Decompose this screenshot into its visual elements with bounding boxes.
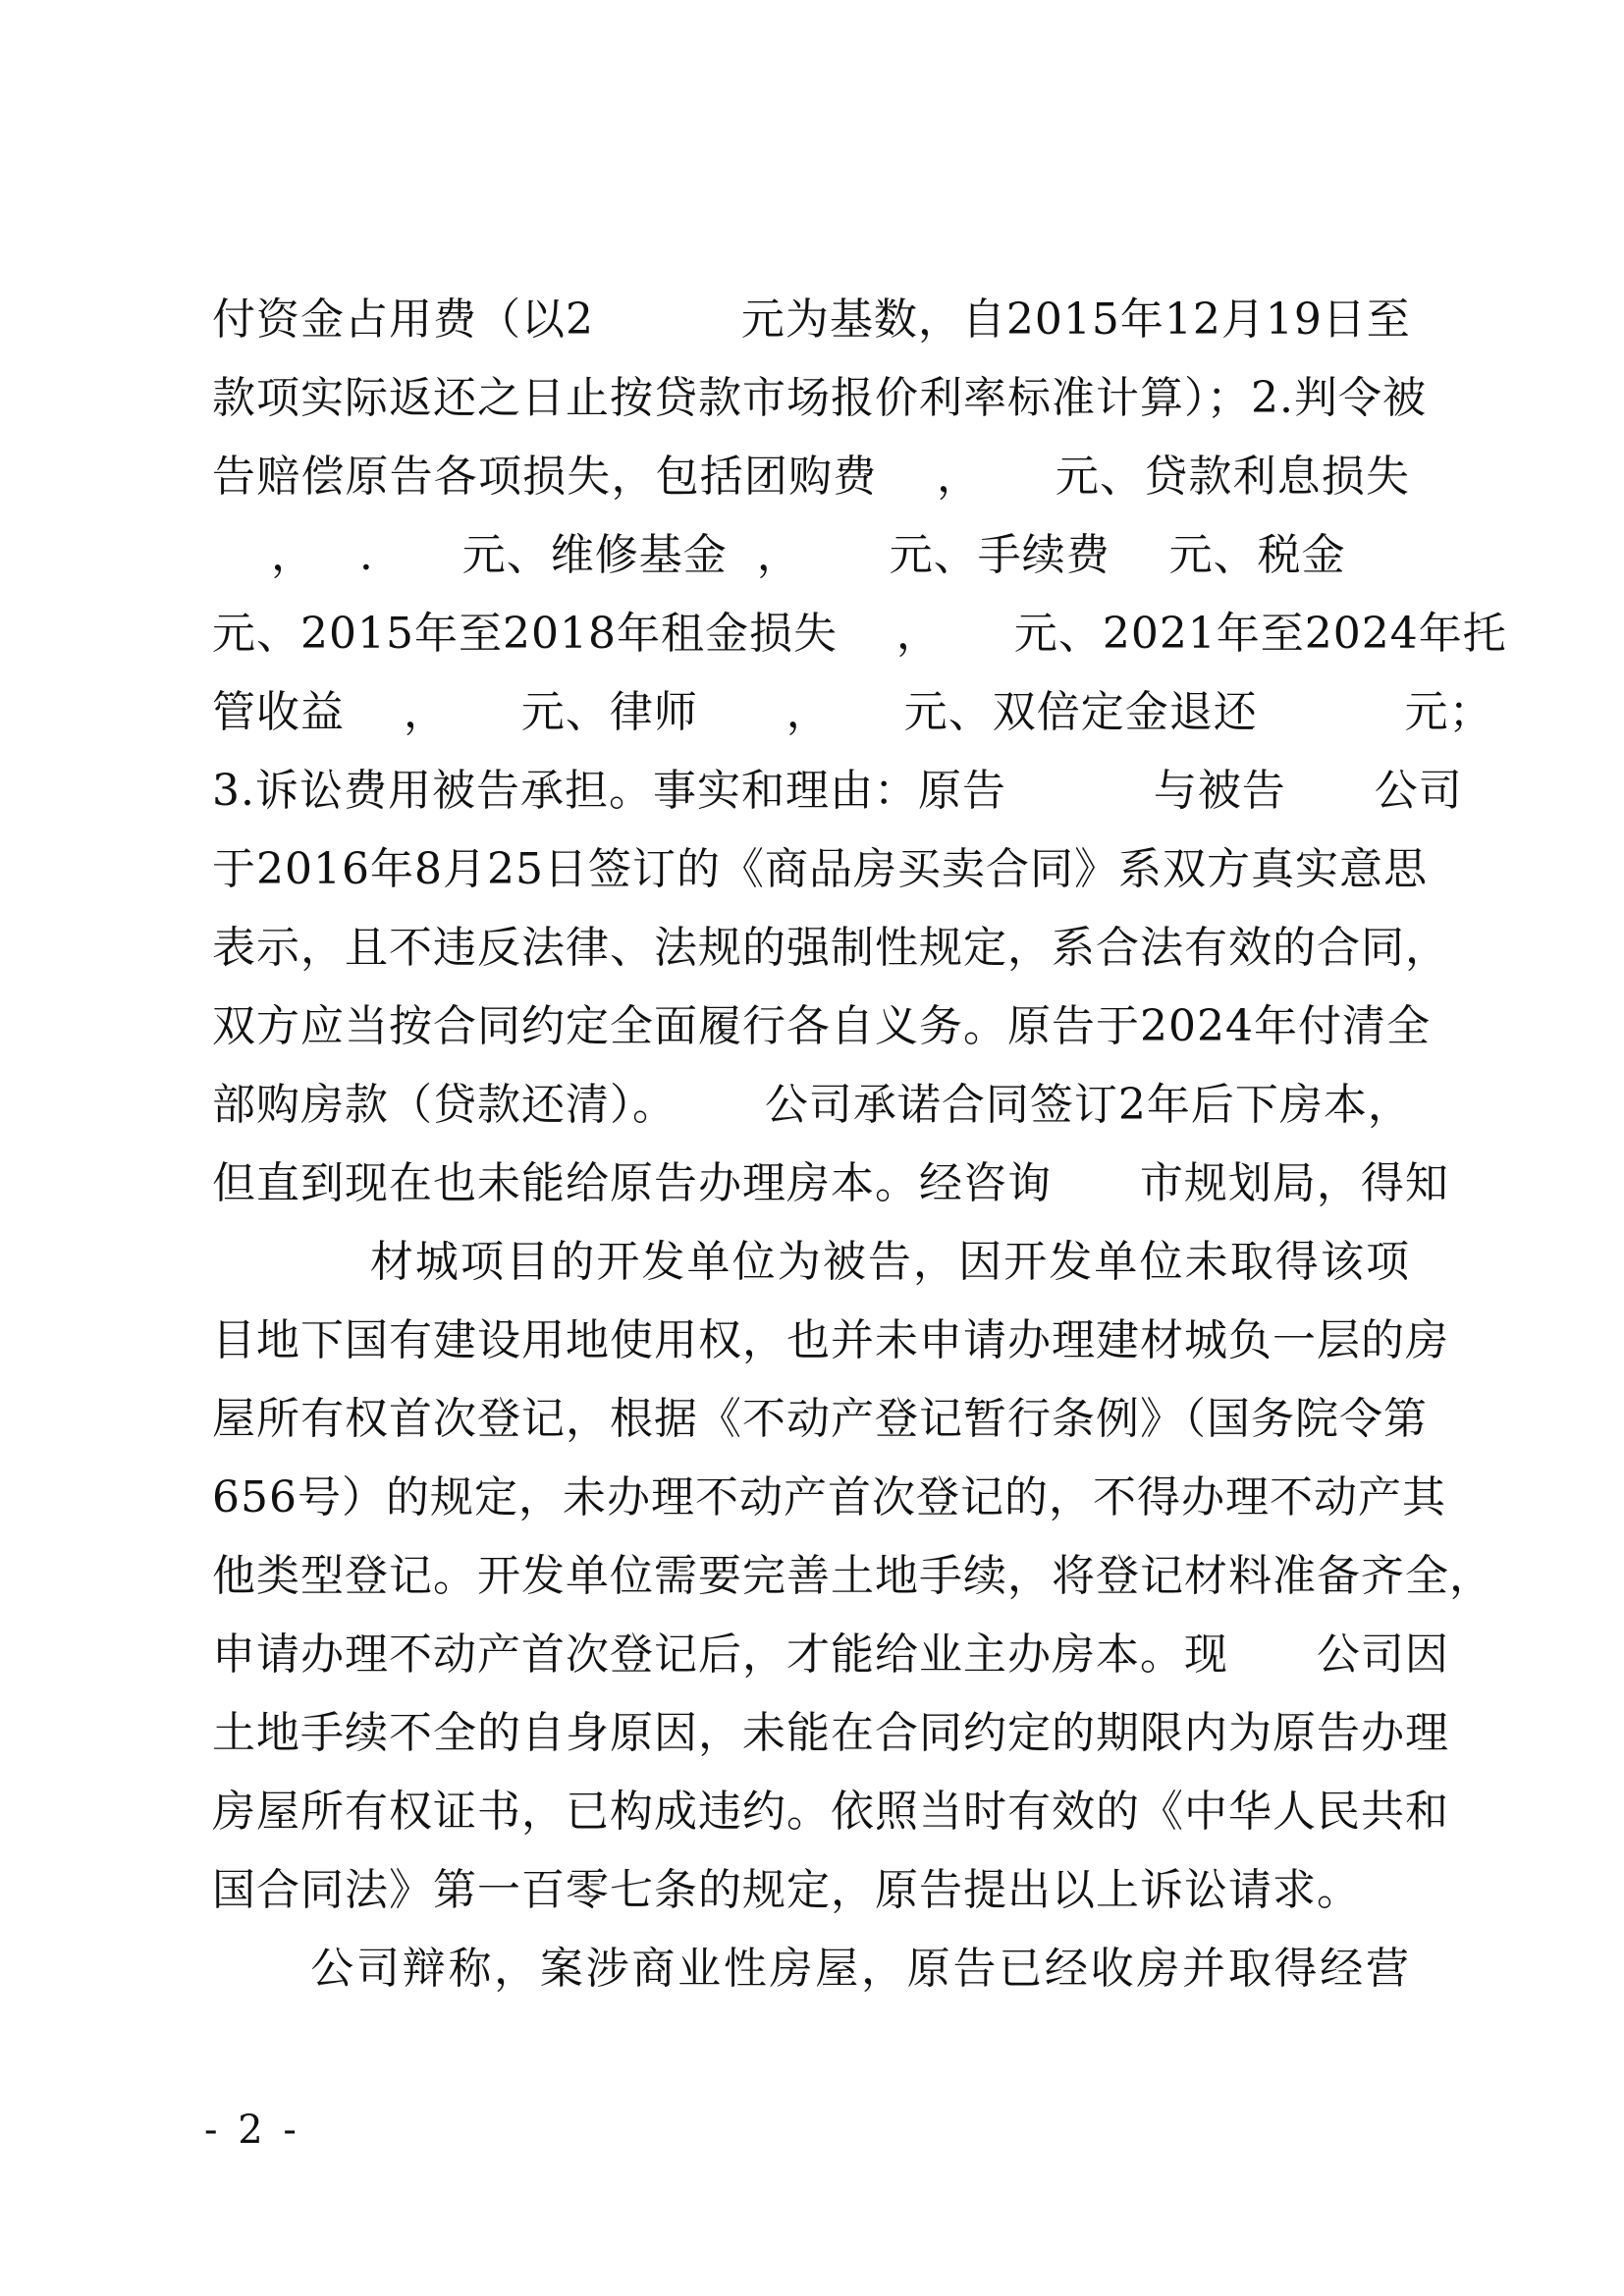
text-line-22: 公司辩称，案涉商业性房屋，原告已经收房并取得经营 [212,1944,1410,1994]
text-line-6: 管收益 ， 元、律师 ， 元、双倍定金退还 元； [212,687,1493,737]
text-line-20: 房屋所有权证书，已构成违约。依照当时有效的《中华人民共和 [212,1787,1449,1837]
text-line-19: 土地手续不全的自身原因，未能在合同约定的期限内为原告办理 [212,1708,1449,1758]
text-line-16: 656号）的规定，未办理不动产首次登记的，不得办理不动产其 [212,1472,1446,1522]
text-line-9: 表示，且不违反法律、法规的强制性规定，系合法有效的合同， [212,923,1449,973]
text-line-13: 材城项目的开发单位为被告，因开发单位未取得该项 [212,1237,1410,1287]
text-line-4: ， . 元、维修基金 ， 元、手续费 元、税金 [212,530,1346,580]
text-line-14: 目地下国有建设用地使用权，也并未申请办理建材城负一层的房 [212,1315,1449,1365]
text-line-3: 告赔偿原告各项损失，包括团购费 ， 元、贷款利息损失 [212,452,1410,502]
text-line-7: 3.诉讼费用被告承担。事实和理由：原告 与被告 公司 [212,766,1463,816]
text-line-2: 款项实际返还之日止按贷款市场报价利率标准计算）；2.判令被 [212,373,1427,423]
text-line-21: 国合同法》第一百零七条的规定，原告提出以上诉讼请求。 [212,1865,1361,1915]
text-line-11: 部购房款（贷款还清）。 公司承诺合同签订2年后下房本， [212,1080,1412,1130]
text-line-15: 屋所有权首次登记，根据《不动产登记暂行条例》（国务院令第 [212,1394,1428,1444]
text-line-10: 双方应当按合同约定全面履行各自义务。原告于2024年付清全 [212,1001,1431,1051]
text-line-8: 于2016年8月25日签订的《商品房买卖合同》系双方真实意思 [212,844,1428,894]
text-line-17: 他类型登记。开发单位需要完善土地手续，将登记材料准备齐全， [212,1551,1493,1601]
text-line-18: 申请办理不动产首次登记后，才能给业主办房本。现 公司因 [212,1629,1449,1680]
text-line-5: 元、2015年至2018年租金损失 ， 元、2021年至2024年托 [212,609,1507,659]
text-line-1: 付资金占用费（以2 元为基数，自2015年12月19日至 [212,294,1411,345]
page-number: - 2 - [204,2108,300,2153]
text-line-12: 但直到现在也未能给原告办理房本。经咨询 市规划局，得知 [212,1158,1449,1208]
